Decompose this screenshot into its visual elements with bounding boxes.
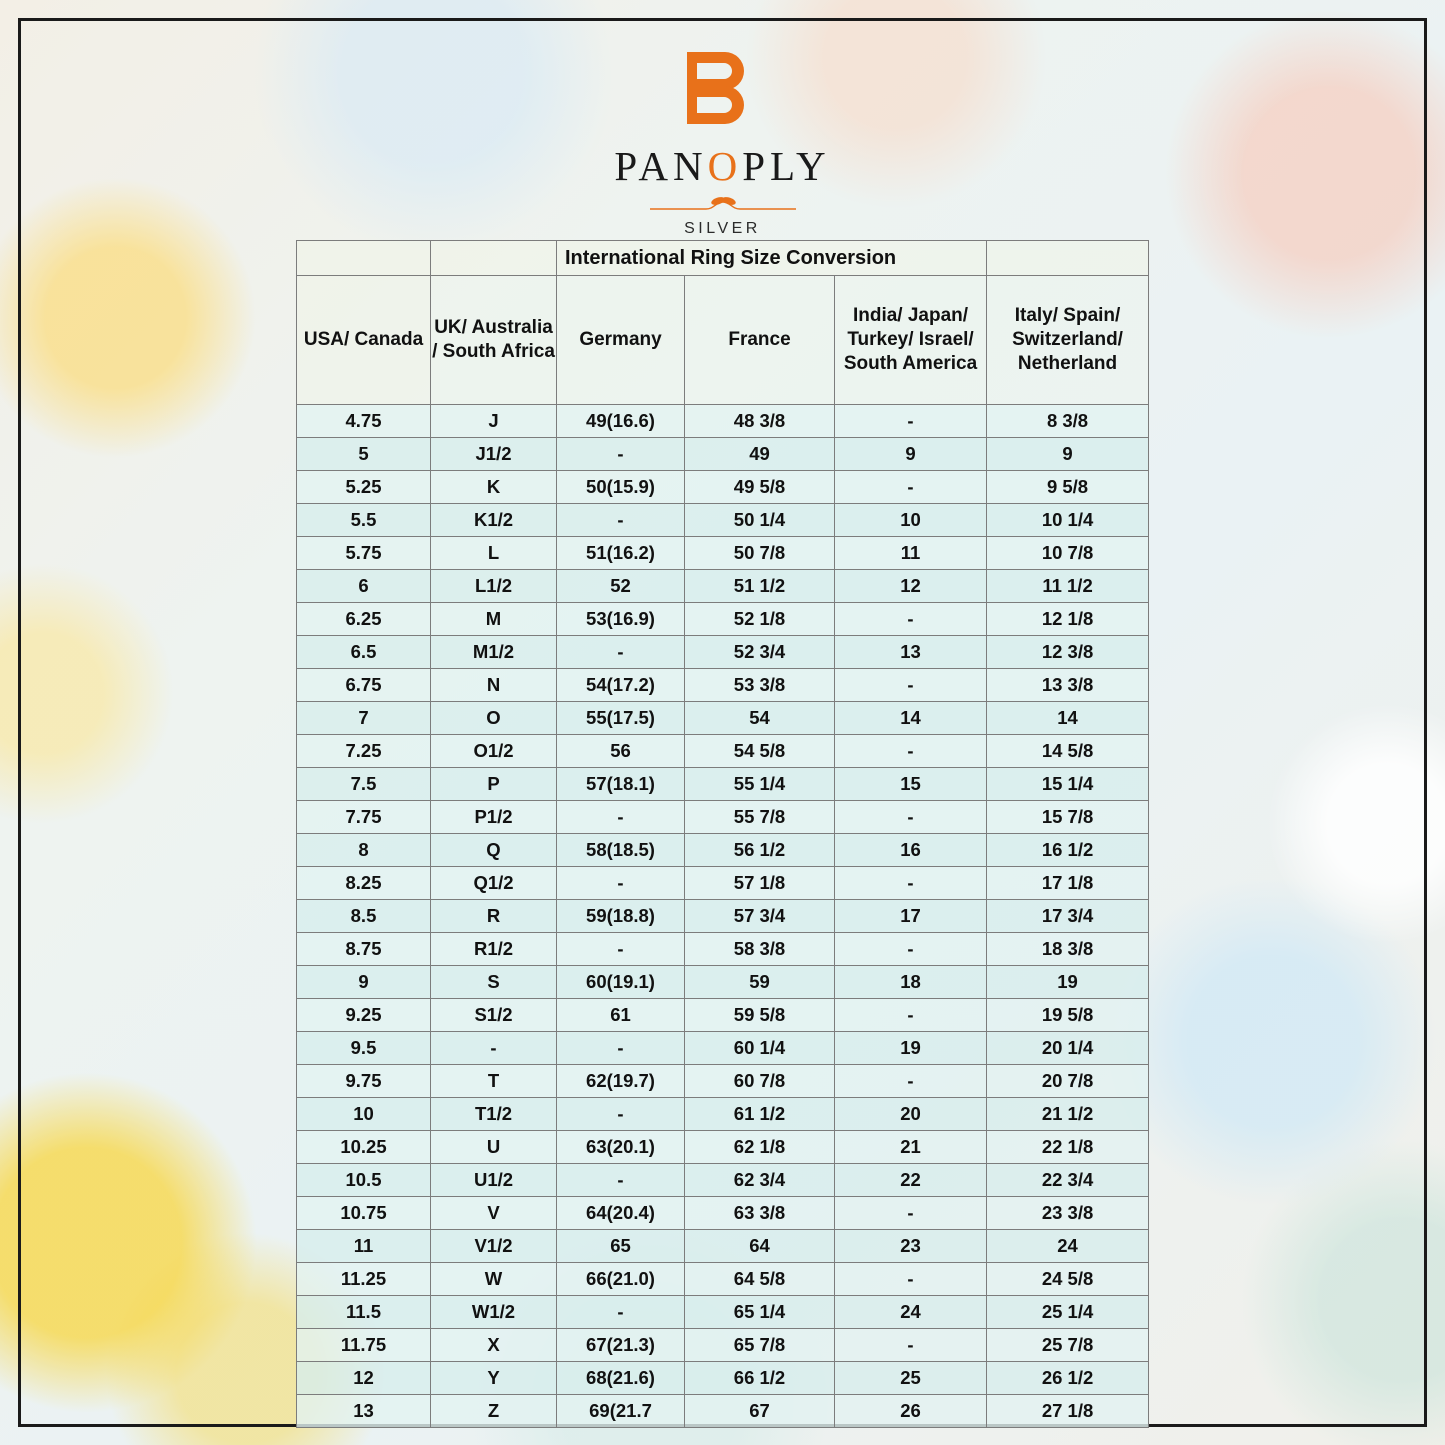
- brand-subtitle: SILVER: [684, 220, 761, 237]
- table-cell: V: [431, 1197, 557, 1230]
- table-cell: 23: [835, 1230, 987, 1263]
- table-cell: 69(21.7: [557, 1395, 685, 1428]
- table-cell: 65: [557, 1230, 685, 1263]
- table-row: [297, 471, 1149, 504]
- table-cell: -: [835, 1197, 987, 1230]
- table-cell: 63(20.1): [557, 1131, 685, 1164]
- table-row: [297, 1362, 1149, 1395]
- table-cell: -: [835, 603, 987, 636]
- table-cell: 11 1/2: [987, 570, 1149, 603]
- table-row: [297, 933, 1149, 966]
- table-cell: 11: [835, 537, 987, 570]
- table-cell: 51(16.2): [557, 537, 685, 570]
- table-cell: 50 7/8: [685, 537, 835, 570]
- table-cell: 4.75: [297, 405, 431, 438]
- table-cell: R: [431, 900, 557, 933]
- table-cell: Q1/2: [431, 867, 557, 900]
- table-cell: K1/2: [431, 504, 557, 537]
- table-cell: 19: [835, 1032, 987, 1065]
- table-cell: 13: [297, 1395, 431, 1428]
- table-cell: M1/2: [431, 636, 557, 669]
- column-header-india-japan-turkey-israel-south-america: India/ Japan/ Turkey/ Israel/ South America: [835, 276, 987, 405]
- table-cell: U1/2: [431, 1164, 557, 1197]
- table-cell: 10 7/8: [987, 537, 1149, 570]
- table-cell: 9: [835, 438, 987, 471]
- table-row: [297, 768, 1149, 801]
- table-header-row: [297, 276, 1149, 405]
- table-row: [297, 537, 1149, 570]
- table-cell: K: [431, 471, 557, 504]
- table-row: [297, 834, 1149, 867]
- table-cell: 64(20.4): [557, 1197, 685, 1230]
- table-cell: 16: [835, 834, 987, 867]
- table-cell: 24: [987, 1230, 1149, 1263]
- table-cell: 9.25: [297, 999, 431, 1032]
- column-header-uk-australia-south-africa: UK/ Australia / South Africa: [431, 276, 557, 405]
- table-cell: 62(19.7): [557, 1065, 685, 1098]
- brand-name-accent: O: [707, 143, 743, 189]
- table-cell: 8.5: [297, 900, 431, 933]
- table-cell: 10: [297, 1098, 431, 1131]
- table-cell: 12 1/8: [987, 603, 1149, 636]
- table-cell: 65 7/8: [685, 1329, 835, 1362]
- table-cell: M: [431, 603, 557, 636]
- table-cell: -: [557, 1098, 685, 1131]
- table-cell: 50 1/4: [685, 504, 835, 537]
- table-cell: L1/2: [431, 570, 557, 603]
- title-spacer-cell-2: [431, 241, 557, 276]
- table-cell: 64 5/8: [685, 1263, 835, 1296]
- table-cell: -: [835, 471, 987, 504]
- column-header-germany: Germany: [557, 276, 685, 405]
- table-cell: 49: [685, 438, 835, 471]
- table-cell: 5.5: [297, 504, 431, 537]
- panoply-monogram-icon: [675, 46, 771, 130]
- table-cell: 7.25: [297, 735, 431, 768]
- table-row: [297, 438, 1149, 471]
- table-cell: 7.5: [297, 768, 431, 801]
- brand-header: [0, 46, 1445, 238]
- table-cell: 19 5/8: [987, 999, 1149, 1032]
- table-row: [297, 504, 1149, 537]
- table-cell: 60 7/8: [685, 1065, 835, 1098]
- table-cell: 5: [297, 438, 431, 471]
- table-cell: W1/2: [431, 1296, 557, 1329]
- table-cell: 54: [685, 702, 835, 735]
- table-cell: 25: [835, 1362, 987, 1395]
- table-cell: Q: [431, 834, 557, 867]
- table-cell: 56 1/2: [685, 834, 835, 867]
- table-cell: 15 1/4: [987, 768, 1149, 801]
- table-cell: S1/2: [431, 999, 557, 1032]
- table-cell: Y: [431, 1362, 557, 1395]
- table-cell: 65 1/4: [685, 1296, 835, 1329]
- table-cell: -: [835, 669, 987, 702]
- table-cell: 53(16.9): [557, 603, 685, 636]
- table-cell: 7: [297, 702, 431, 735]
- table-cell: 12 3/8: [987, 636, 1149, 669]
- table-cell: -: [835, 933, 987, 966]
- table-cell: 18 3/8: [987, 933, 1149, 966]
- table-cell: 27 1/8: [987, 1395, 1149, 1428]
- brand-name-part1: PAN: [614, 143, 708, 189]
- table-cell: X: [431, 1329, 557, 1362]
- table-row: [297, 1065, 1149, 1098]
- table-cell: 59(18.8): [557, 900, 685, 933]
- table-cell: 22 1/8: [987, 1131, 1149, 1164]
- table-cell: T: [431, 1065, 557, 1098]
- table-cell: 24: [835, 1296, 987, 1329]
- table-cell: 60(19.1): [557, 966, 685, 999]
- table-cell: -: [835, 801, 987, 834]
- table-row: [297, 801, 1149, 834]
- table-cell: 67(21.3): [557, 1329, 685, 1362]
- table-cell: -: [557, 1032, 685, 1065]
- table-cell: -: [557, 438, 685, 471]
- table-row: [297, 867, 1149, 900]
- table-cell: 14: [987, 702, 1149, 735]
- table-cell: 48 3/8: [685, 405, 835, 438]
- table-cell: -: [835, 1263, 987, 1296]
- table-cell: 10.25: [297, 1131, 431, 1164]
- table-cell: 49(16.6): [557, 405, 685, 438]
- brand-name: [0, 142, 1445, 190]
- table-row: [297, 669, 1149, 702]
- table-cell: 25 1/4: [987, 1296, 1149, 1329]
- table-cell: 58 3/8: [685, 933, 835, 966]
- table-row: [297, 1032, 1149, 1065]
- table-cell: 62 1/8: [685, 1131, 835, 1164]
- table-row: [297, 1230, 1149, 1263]
- table-cell: 15: [835, 768, 987, 801]
- table-cell: 6.5: [297, 636, 431, 669]
- table-cell: 8: [297, 834, 431, 867]
- table-cell: 67: [685, 1395, 835, 1428]
- table-cell: N: [431, 669, 557, 702]
- table-cell: 6: [297, 570, 431, 603]
- table-row: [297, 1329, 1149, 1362]
- table-row: [297, 1164, 1149, 1197]
- table-cell: 6.75: [297, 669, 431, 702]
- table-cell: 20 1/4: [987, 1032, 1149, 1065]
- table-cell: 15 7/8: [987, 801, 1149, 834]
- table-cell: 66 1/2: [685, 1362, 835, 1395]
- table-cell: 26: [835, 1395, 987, 1428]
- table-title: International Ring Size Conversion: [557, 241, 987, 276]
- table-body: [297, 405, 1149, 1428]
- table-cell: 21: [835, 1131, 987, 1164]
- table-cell: -: [557, 933, 685, 966]
- column-header-usa-canada: USA/ Canada: [297, 276, 431, 405]
- table-cell: 57 3/4: [685, 900, 835, 933]
- table-cell: 16 1/2: [987, 834, 1149, 867]
- table-cell: 55 1/4: [685, 768, 835, 801]
- table-cell: 57(18.1): [557, 768, 685, 801]
- table-cell: S: [431, 966, 557, 999]
- table-cell: 24 5/8: [987, 1263, 1149, 1296]
- table-cell: 9: [987, 438, 1149, 471]
- table-cell: O1/2: [431, 735, 557, 768]
- table-row: [297, 405, 1149, 438]
- table-cell: 14: [835, 702, 987, 735]
- table-row: [297, 1395, 1149, 1428]
- table-cell: 7.75: [297, 801, 431, 834]
- table-cell: J1/2: [431, 438, 557, 471]
- table-cell: 22: [835, 1164, 987, 1197]
- table-row: [297, 966, 1149, 999]
- table-cell: 10 1/4: [987, 504, 1149, 537]
- table-cell: 11: [297, 1230, 431, 1263]
- brand-name-part2: PLY: [742, 143, 831, 189]
- table-cell: 26 1/2: [987, 1362, 1149, 1395]
- table-cell: 10.5: [297, 1164, 431, 1197]
- table-cell: 9 5/8: [987, 471, 1149, 504]
- table-cell: 25 7/8: [987, 1329, 1149, 1362]
- table-cell: 12: [835, 570, 987, 603]
- table-cell: 20: [835, 1098, 987, 1131]
- table-cell: 5.75: [297, 537, 431, 570]
- table-cell: 53 3/8: [685, 669, 835, 702]
- table-cell: -: [835, 735, 987, 768]
- table-cell: 5.25: [297, 471, 431, 504]
- table-title-row: [297, 241, 1149, 276]
- table-cell: L: [431, 537, 557, 570]
- table-row: [297, 1131, 1149, 1164]
- title-spacer-cell-1: [297, 241, 431, 276]
- table-cell: -: [557, 504, 685, 537]
- table-row: [297, 900, 1149, 933]
- table-cell: 18: [835, 966, 987, 999]
- table-cell: 21 1/2: [987, 1098, 1149, 1131]
- table-cell: 13 3/8: [987, 669, 1149, 702]
- table-cell: 68(21.6): [557, 1362, 685, 1395]
- table-cell: 9.75: [297, 1065, 431, 1098]
- table-cell: U: [431, 1131, 557, 1164]
- ring-size-conversion-table: [296, 240, 1149, 1428]
- table-cell: 54 5/8: [685, 735, 835, 768]
- table-cell: 55 7/8: [685, 801, 835, 834]
- table-cell: 8.25: [297, 867, 431, 900]
- table-cell: 9: [297, 966, 431, 999]
- table-cell: 64: [685, 1230, 835, 1263]
- table-cell: -: [557, 867, 685, 900]
- table-cell: 59 5/8: [685, 999, 835, 1032]
- table-cell: 62 3/4: [685, 1164, 835, 1197]
- table-cell: 17 3/4: [987, 900, 1149, 933]
- table-row: [297, 702, 1149, 735]
- leaf-flourish-icon: [648, 196, 798, 218]
- table-cell: 50(15.9): [557, 471, 685, 504]
- table-cell: 13: [835, 636, 987, 669]
- table-cell: 49 5/8: [685, 471, 835, 504]
- table-row: [297, 570, 1149, 603]
- table-cell: -: [835, 999, 987, 1032]
- table-row: [297, 1197, 1149, 1230]
- table-row: [297, 1098, 1149, 1131]
- table-cell: R1/2: [431, 933, 557, 966]
- table-cell: O: [431, 702, 557, 735]
- table-row: [297, 603, 1149, 636]
- table-cell: -: [835, 867, 987, 900]
- table-cell: 20 7/8: [987, 1065, 1149, 1098]
- table-row: [297, 1263, 1149, 1296]
- table-row: [297, 636, 1149, 669]
- table-cell: P1/2: [431, 801, 557, 834]
- table-cell: V1/2: [431, 1230, 557, 1263]
- table-cell: 23 3/8: [987, 1197, 1149, 1230]
- table-cell: 52 1/8: [685, 603, 835, 636]
- table-cell: 58(18.5): [557, 834, 685, 867]
- table-cell: J: [431, 405, 557, 438]
- table-cell: 10.75: [297, 1197, 431, 1230]
- table-cell: 6.25: [297, 603, 431, 636]
- table-cell: 14 5/8: [987, 735, 1149, 768]
- table-cell: 11.25: [297, 1263, 431, 1296]
- table-cell: 61: [557, 999, 685, 1032]
- table-row: [297, 1296, 1149, 1329]
- table-cell: 8 3/8: [987, 405, 1149, 438]
- table-cell: 22 3/4: [987, 1164, 1149, 1197]
- table-cell: T1/2: [431, 1098, 557, 1131]
- table-cell: 59: [685, 966, 835, 999]
- table-cell: 66(21.0): [557, 1263, 685, 1296]
- table-cell: Z: [431, 1395, 557, 1428]
- table-row: [297, 999, 1149, 1032]
- table-cell: -: [431, 1032, 557, 1065]
- column-header-italy-spain-switzerland-netherland: Italy/ Spain/ Switzerland/ Netherland: [987, 276, 1149, 405]
- table-cell: -: [557, 801, 685, 834]
- table-cell: 55(17.5): [557, 702, 685, 735]
- table-cell: -: [557, 1164, 685, 1197]
- title-spacer-cell-3: [987, 241, 1149, 276]
- table-cell: 17: [835, 900, 987, 933]
- table-cell: 11.75: [297, 1329, 431, 1362]
- table-cell: -: [835, 1065, 987, 1098]
- table-cell: 9.5: [297, 1032, 431, 1065]
- table-cell: 8.75: [297, 933, 431, 966]
- table-cell: -: [835, 1329, 987, 1362]
- table-cell: 51 1/2: [685, 570, 835, 603]
- table-cell: 52: [557, 570, 685, 603]
- table-cell: 56: [557, 735, 685, 768]
- table-cell: 19: [987, 966, 1149, 999]
- table-cell: 17 1/8: [987, 867, 1149, 900]
- table-cell: W: [431, 1263, 557, 1296]
- column-header-france: France: [685, 276, 835, 405]
- ring-size-table-container: [296, 240, 1148, 1428]
- table-cell: -: [835, 405, 987, 438]
- table-row: [297, 735, 1149, 768]
- table-cell: 12: [297, 1362, 431, 1395]
- table-cell: 54(17.2): [557, 669, 685, 702]
- table-cell: 63 3/8: [685, 1197, 835, 1230]
- table-cell: 10: [835, 504, 987, 537]
- table-cell: 52 3/4: [685, 636, 835, 669]
- table-cell: 11.5: [297, 1296, 431, 1329]
- table-cell: -: [557, 636, 685, 669]
- table-cell: -: [557, 1296, 685, 1329]
- table-cell: 57 1/8: [685, 867, 835, 900]
- table-cell: 61 1/2: [685, 1098, 835, 1131]
- table-cell: P: [431, 768, 557, 801]
- table-cell: 60 1/4: [685, 1032, 835, 1065]
